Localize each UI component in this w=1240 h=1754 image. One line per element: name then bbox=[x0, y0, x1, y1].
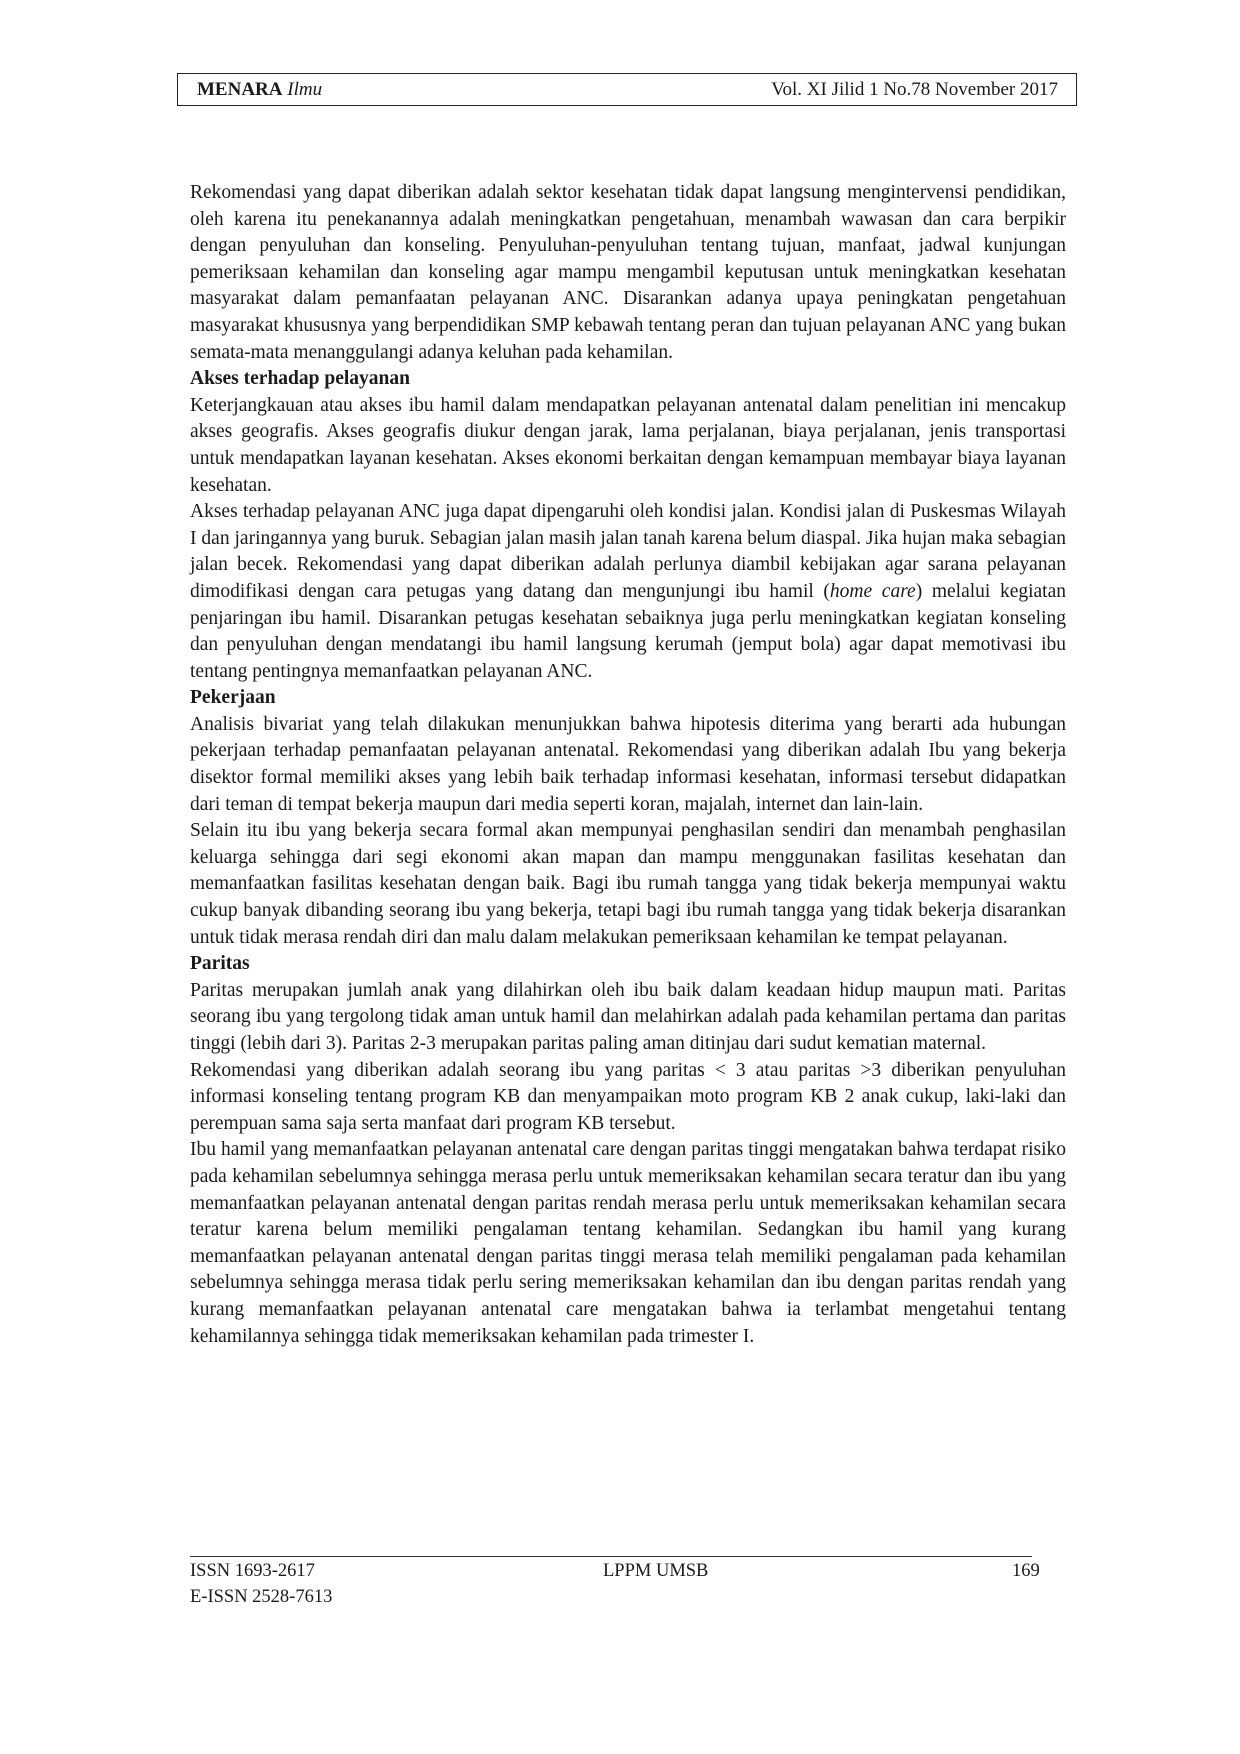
paragraph-kondisi-jalan bbox=[190, 499, 1066, 685]
section-heading-akses: Akses terhadap pelayanan bbox=[190, 368, 410, 390]
journal-name-italic: Ilmu bbox=[287, 78, 323, 100]
running-header bbox=[177, 73, 1077, 106]
footer-rule bbox=[190, 1556, 1032, 1557]
paragraph-rekomendasi-pendidikan: Rekomendasi yang dapat diberikan adalah sektor kesehatan tidak dapat langsung mengintervensi pendidikan, oleh karena itu penekanannya adalah meningkatkan pengetahuan, menambah wawasan dan cara berpikir dengan penyuluhan dan konseling. Penyuluhan-penyuluhan tentang tujuan, manfaat, jadwal kunjungan pemeriksaan kehamilan dan konseling agar mampu mengambil keputusan untuk meningkatkan kesehatan masyarakat dalam pemanfaatan pelayanan ANC. Disarankan adanya upaya peningkatan pengetahuan masyarakat khususnya yang berpendidikan SMP kebawah tentang peran dan tujuan pelayanan ANC yang bukan semata-mata menanggulangi adanya keluhan pada kehamilan. bbox=[190, 182, 1066, 363]
paragraph-analisis-bivariat: Analisis bivariat yang telah dilakukan menunjukkan bahwa hipotesis diterima yang berarti ada hubungan pekerjaan terhadap pemanfaatan pelayanan antenatal. Rekomendasi yang diberikan adalah Ibu yang bekerja disektor formal memiliki akses yang lebih baik terhadap informasi kesehatan, informasi tersebut didapatkan dari teman di tempat bekerja maupun dari media seperti koran, majalah, internet dan lain-lain. bbox=[190, 713, 1066, 815]
paragraph-kondisi-jalan-part1: Akses terhadap pelayanan ANC juga dapat dipengaruhi oleh kondisi jalan. Kondisi jalan di Puskesmas Wilayah I dan jaringannya yang buruk. Sebagian jalan masih jalan tanah karena belum diaspal. Jika hujan maka sebagian jalan becek. Rekomendasi yang dapat diberikan adalah perlunya diambil kebijakan agar sarana pelayanan dimodifikasi dengan cara petugas yang datang dan mengunjungi ibu hamil ( bbox=[190, 501, 1066, 602]
paragraph-kondisi-jalan-part2: ) melalui kegiatan penjaringan ibu hamil. Disarankan petugas kesehatan sebaiknya juga perlu meningkatkan kegiatan konseling dan penyuluhan dengan mendatangi ibu hamil langsung kerumah (jemput bola) agar dapat memotivasi ibu tentang pentingnya memanfaatkan pelayanan ANC. bbox=[190, 580, 1066, 682]
journal-name-bold: MENARA bbox=[197, 78, 283, 100]
eissn: E-ISSN 2528-7613 bbox=[190, 1587, 333, 1607]
section-heading-paritas: Paritas bbox=[190, 953, 250, 975]
paragraph-akses-geografis: Keterjangkauan atau akses ibu hamil dalam mendapatkan pelayanan antenatal dalam penelitian ini mencakup akses geografis. Akses geografis diukur dengan jarak, lama perjalanan, biaya perjalanan, jenis transportasi untuk mendapatkan layanan kesehatan. Akses ekonomi berkaitan dengan kemampuan membayar biaya layanan kesehatan. bbox=[190, 394, 1066, 496]
article-body bbox=[190, 180, 1066, 1350]
journal-name bbox=[197, 79, 322, 101]
paragraph-penghasilan: Selain itu ibu yang bekerja secara formal akan mempunyai penghasilan sendiri dan menambah penghasilan keluarga sehingga dari segi ekonomi akan mapan dan mampu menggunakan fasilitas kesehatan dan memanfaatkan fasilitas kesehatan dengan baik. Bagi ibu rumah tangga yang tidak bekerja mempunyai waktu cukup banyak dibanding seorang ibu yang bekerja, tetapi bagi ibu rumah tangga yang tidak bekerja disarankan untuk tidak merasa rendah diri dan malu dalam melakukan pemeriksaan kehamilan ke tempat pelayanan. bbox=[190, 820, 1066, 948]
paragraph-rekomendasi-kb: Rekomendasi yang diberikan adalah seorang ibu yang paritas < 3 atau paritas >3 diberikan penyuluhan informasi konseling tentang program KB dan menyampaikan moto program KB 2 anak cukup, laki-laki dan perempuan sama saja serta manfaat dari program KB tersebut. bbox=[190, 1059, 1066, 1134]
page-number: 169 bbox=[1012, 1561, 1040, 1581]
home-care-term: home care bbox=[829, 580, 916, 602]
volume-info: Vol. XI Jilid 1 No.78 November 2017 bbox=[771, 78, 1058, 100]
issn: ISSN 1693-2617 bbox=[190, 1561, 315, 1581]
publisher: LPPM UMSB bbox=[603, 1561, 709, 1581]
section-heading-pekerjaan: Pekerjaan bbox=[190, 687, 276, 709]
paragraph-ibu-hamil-paritas: Ibu hamil yang memanfaatkan pelayanan antenatal care dengan paritas tinggi mengatakan bahwa terdapat risiko pada kehamilan sebelumnya sehingga merasa perlu untuk memeriksakan kehamilan secara teratur dan ibu yang memanfaatkan pelayanan antenatal dengan paritas rendah merasa perlu untuk memeriksakan kehamilan secara teratur karena belum memiliki pengalaman tentang kehamilan. Sedangkan ibu hamil yang kurang memanfaatkan pelayanan antenatal dengan paritas tinggi merasa telah memiliki pengalaman pada kehamilan sebelumnya sehingga merasa tidak perlu sering memeriksakan kehamilan dan ibu dengan paritas rendah yang kurang memanfaatkan pelayanan antenatal care mengatakan bahwa ia terlambat mengetahui tentang kehamilannya sehingga tidak memeriksakan kehamilan pada trimester I. bbox=[190, 1139, 1066, 1347]
paragraph-paritas-definisi: Paritas merupakan jumlah anak yang dilahirkan oleh ibu baik dalam keadaan hidup maupun mati. Paritas seorang ibu yang tergolong tidak aman untuk hamil dan melahirkan adalah pada kehamilan pertama dan paritas tinggi (lebih dari 3). Paritas 2-3 merupakan paritas paling aman ditinjau dari sudut kematian maternal. bbox=[190, 979, 1066, 1054]
